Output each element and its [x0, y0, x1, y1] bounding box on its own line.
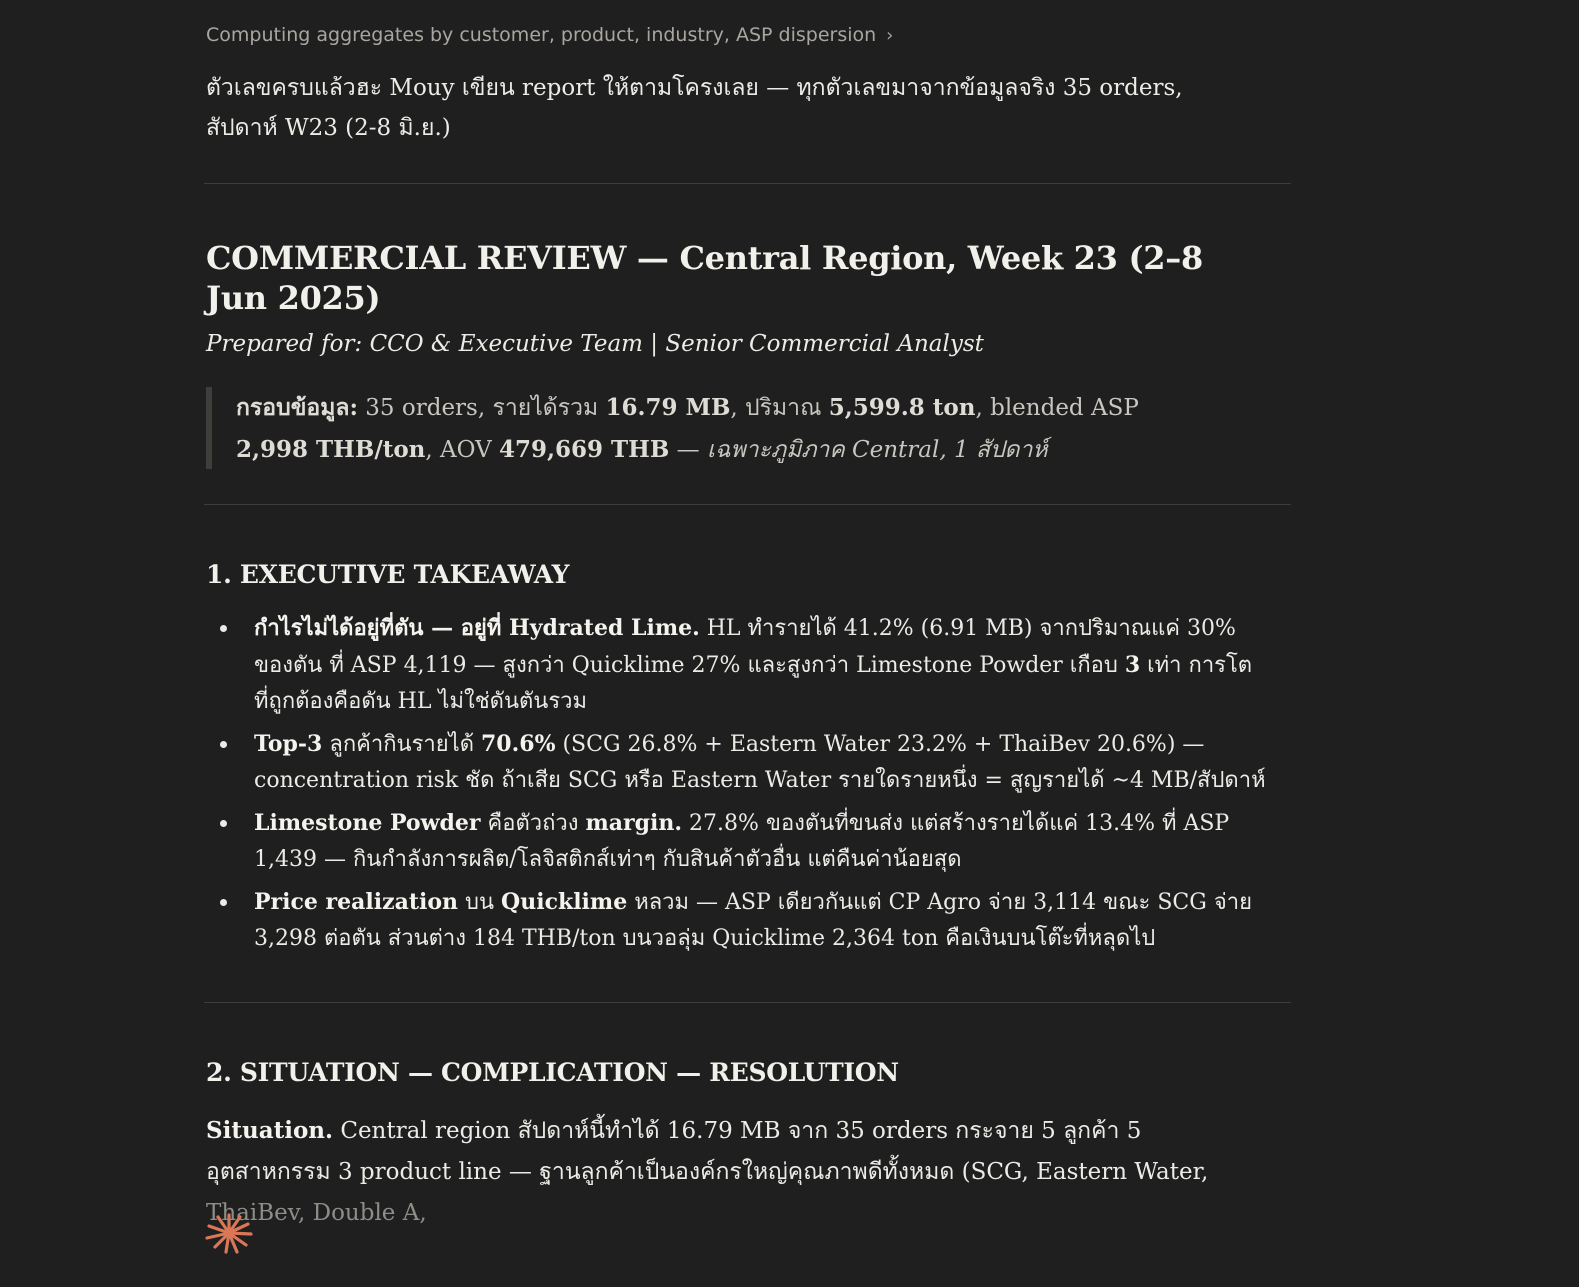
bullet-lead: กำไรไม่ได้อยู่ที่ตัน — อยู่ที่ Hydrated Lime. [254, 615, 700, 641]
list-item [206, 805, 1266, 878]
scope-asp: 2,998 THB/ton [236, 436, 426, 463]
bullet-bold: 3 [1124, 652, 1141, 678]
section-heading-executive-takeaway: 1. EXECUTIVE TAKEAWAY [206, 560, 570, 589]
bullet-text: HL ทำรายได้ 41.2% (6.91 MB) จากปริมาณแค่ 30% ของตัน ที่ ASP 4,119 — สูงกว่า Quicklime 27% และสูงกว่า Limestone Powder เกือบ [254, 616, 1236, 678]
bullet-bold: margin. [585, 810, 683, 836]
scope-aov-label: , AOV [425, 437, 492, 463]
executive-takeaway-list [206, 610, 1266, 963]
bullet-lead: Top-3 [254, 731, 323, 757]
scope-orders: 35 orders, [365, 395, 486, 421]
scope-revenue-label: รายได้รวม [492, 395, 599, 421]
scope-volume-label: , ปริมาณ [730, 395, 822, 421]
tool-status-text: Computing aggregates by customer, product, industry, ASP dispersion [206, 24, 877, 46]
situation-paragraph [206, 1110, 1266, 1234]
bullet-text: บน [458, 890, 502, 915]
divider [204, 1002, 1291, 1003]
data-scope-quote [206, 387, 1206, 469]
assistant-intro-text: ตัวเลขครบแล้วฮะ Mouy เขียน report ให้ตามโครงเลย — ทุกตัวเลขมาจากข้อมูลจริง 35 orders, สัปดาห์ W23 (2-8 มิ.ย.) [206, 75, 1183, 141]
bullet-lead: Price realization [254, 889, 459, 915]
divider [204, 504, 1291, 505]
scope-aov: 479,669 THB [499, 436, 670, 463]
situation-streaming-text: ThaiBev, Double A, [206, 1200, 427, 1226]
bullet-tail: เท่า การโตที่ถูกต้องคือดัน HL ไม่ใช่ดันตันรวม [254, 653, 1253, 714]
list-item [206, 884, 1266, 957]
section-heading-scr: 2. SITUATION — COMPLICATION — RESOLUTION [206, 1058, 899, 1087]
situation-text: Central region สัปดาห์นี้ทำได้ 16.79 MB จาก 35 orders กระจาย 5 ลูกค้า 5 อุตสาหกรรม 3 product line — ฐานลูกค้าเป็นองค์กรใหญ่คุณภาพดีทั้งหมด (SCG, Eastern Water, [206, 1118, 1209, 1185]
bullet-bold: Quicklime [501, 889, 628, 915]
bullet-text: ลูกค้ากินรายได้ [322, 732, 481, 757]
scope-note: — เฉพาะภูมิภาค Central, 1 สัปดาห์ [669, 437, 1048, 463]
bullet-tail: หลวม — ASP เดียวกันแต่ CP Agro จ่าย 3,114 ขณะ SCG จ่าย 3,298 ต่อตัน ส่วนต่าง 184 THB/ton บนวอลุ่ม Quicklime 2,364 ton คือเงินบนโต๊ะที่หลุดไป [254, 890, 1252, 951]
report-title: COMMERCIAL REVIEW — Central Region, Week 23 (2–8 Jun 2025) [206, 239, 1203, 317]
claude-spark-icon [204, 1212, 254, 1254]
tool-status-toggle[interactable] [206, 24, 893, 46]
scope-asp-label: , blended ASP [975, 395, 1139, 421]
situation-label: Situation. [206, 1117, 334, 1144]
bullet-bold: 70.6% [480, 731, 556, 757]
scope-label: กรอบข้อมูล: [236, 394, 358, 421]
list-item [206, 610, 1266, 720]
bullet-tail: (SCG 26.8% + Eastern Water 23.2% + ThaiBev 20.6%) — concentration risk ชัด ถ้าเสีย SCG หรือ Eastern Water รายใดรายหนึ่ง = สูญรายได้ ~4 MB/สัปดาห์ [254, 732, 1266, 793]
prepared-for: Prepared for: CCO & Executive Team | Senior Commercial Analyst [206, 331, 984, 357]
list-item [206, 726, 1266, 799]
divider [204, 183, 1291, 184]
scope-volume: 5,599.8 ton [828, 394, 976, 421]
bullet-text: คือตัวถ่วง [480, 811, 586, 836]
chevron-right-icon: › [886, 25, 894, 46]
bullet-tail: 27.8% ของตันที่ขนส่ง แต่สร้างรายได้แค่ 13.4% ที่ ASP 1,439 — กินกำลังการผลิต/โลจิสติกส์เท่าๆ กับสินค้าตัวอื่น แต่คืนค่าน้อยสุด [254, 811, 1230, 872]
bullet-lead: Limestone Powder [254, 810, 481, 836]
scope-revenue: 16.79 MB [605, 394, 731, 421]
